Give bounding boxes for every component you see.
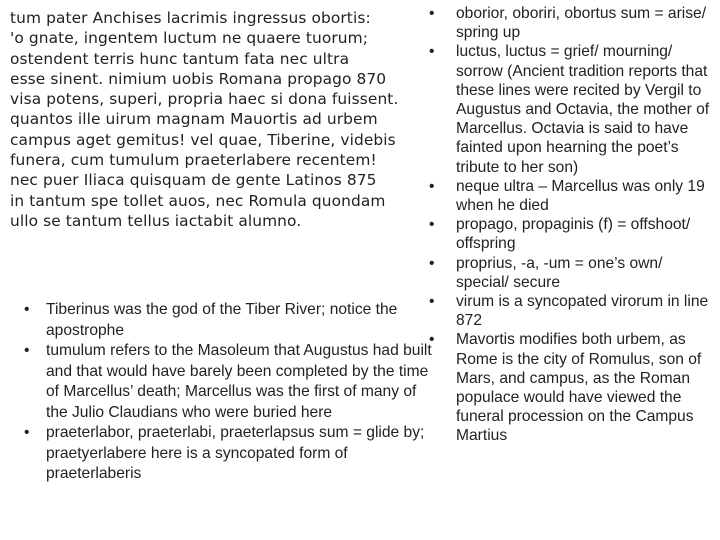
poem-line: campus aget gemitus! vel quae, Tiberine, videbis <box>10 130 396 149</box>
bullet-icon: • <box>429 254 435 272</box>
line-number: 875 <box>346 171 377 190</box>
list-item: • luctus, luctus = grief/ mourning/ sorrow (Ancient tradition reports that these lines were recited by Vergil to Augustus and Octavia, the mother of Marcellus. Octavia is said to have fainted upon hearning the poet’s tribute to her son) <box>429 43 710 176</box>
poem-line: esse sinent. nimium uobis Romana propago 870 <box>10 69 387 88</box>
bullet-icon: • <box>429 177 435 195</box>
list-item: • oborior, oboriri, obortus sum = arise/ spring up <box>429 5 707 42</box>
list-item: • Tiberinus was the god of the Tiber River; notice the apostrophe <box>24 301 398 339</box>
list-item: • tumulum refers to the Masoleum that Augustus had built and that would have barely been completed by the time of Marcellus’ death; Marcellus was the first of many of the Julio Claudians who were buried here <box>24 342 432 421</box>
poem-line: tum pater Anchises lacrimis ingressus obortis: <box>10 9 371 27</box>
list-item: • Mavortis modifies both urbem, as Rome is the city of Romulus, son of Mars, and campus, as the Roman populace would have viewed the funeral procession on the Campus Martius <box>429 331 702 445</box>
list-item: • virum is a syncopated virorum in line 872 <box>429 293 709 330</box>
vocabulary-notes-left <box>0 300 438 485</box>
latin-passage <box>10 8 420 231</box>
bullet-icon: • <box>24 424 30 441</box>
vocabulary-notes-right <box>420 4 718 446</box>
bullet-icon: • <box>429 216 435 234</box>
poem-line: ullo se tantum tellus iactabit alumno. <box>10 211 302 230</box>
poem-line: quantos ille uirum magnam Mauortis ad urbem <box>10 110 378 129</box>
list-item: • neque ultra – Marcellus was only 19 when he died <box>429 177 705 215</box>
poem-line: ostendent terris hunc tantum fata nec ultra <box>10 49 350 68</box>
poem-line: funera, cum tumulum praeterlabere recentem! <box>10 151 377 170</box>
poem-line: nec puer Iliaca quisquam de gente Latinos 875 <box>10 171 377 190</box>
bullet-icon: • <box>429 5 435 22</box>
bullet-icon: • <box>24 342 30 359</box>
list-item: • propago, propaginis (f) = offshoot/ offspring <box>429 216 691 253</box>
line-number: 870 <box>356 69 387 88</box>
bullet-icon: • <box>429 331 435 349</box>
poem-line: visa potens, superi, propria haec si dona fuissent. <box>10 90 399 109</box>
list-item: • proprius, -a, -um = one’s own/ special/ secure <box>429 254 663 291</box>
bullet-icon: • <box>429 43 435 61</box>
list-item: • praeterlabor, praeterlabi, praeterlapsus sum = glide by; praetyerlabere here is a syncopated form of praeterlaberis <box>24 424 425 482</box>
poem-line: in tantum spe tollet auos, nec Romula quondam <box>10 191 386 210</box>
bullet-icon: • <box>24 301 30 318</box>
bullet-icon: • <box>429 293 435 311</box>
poem-line: 'o gnate, ingentem luctum ne quaere tuorum; <box>10 29 369 48</box>
